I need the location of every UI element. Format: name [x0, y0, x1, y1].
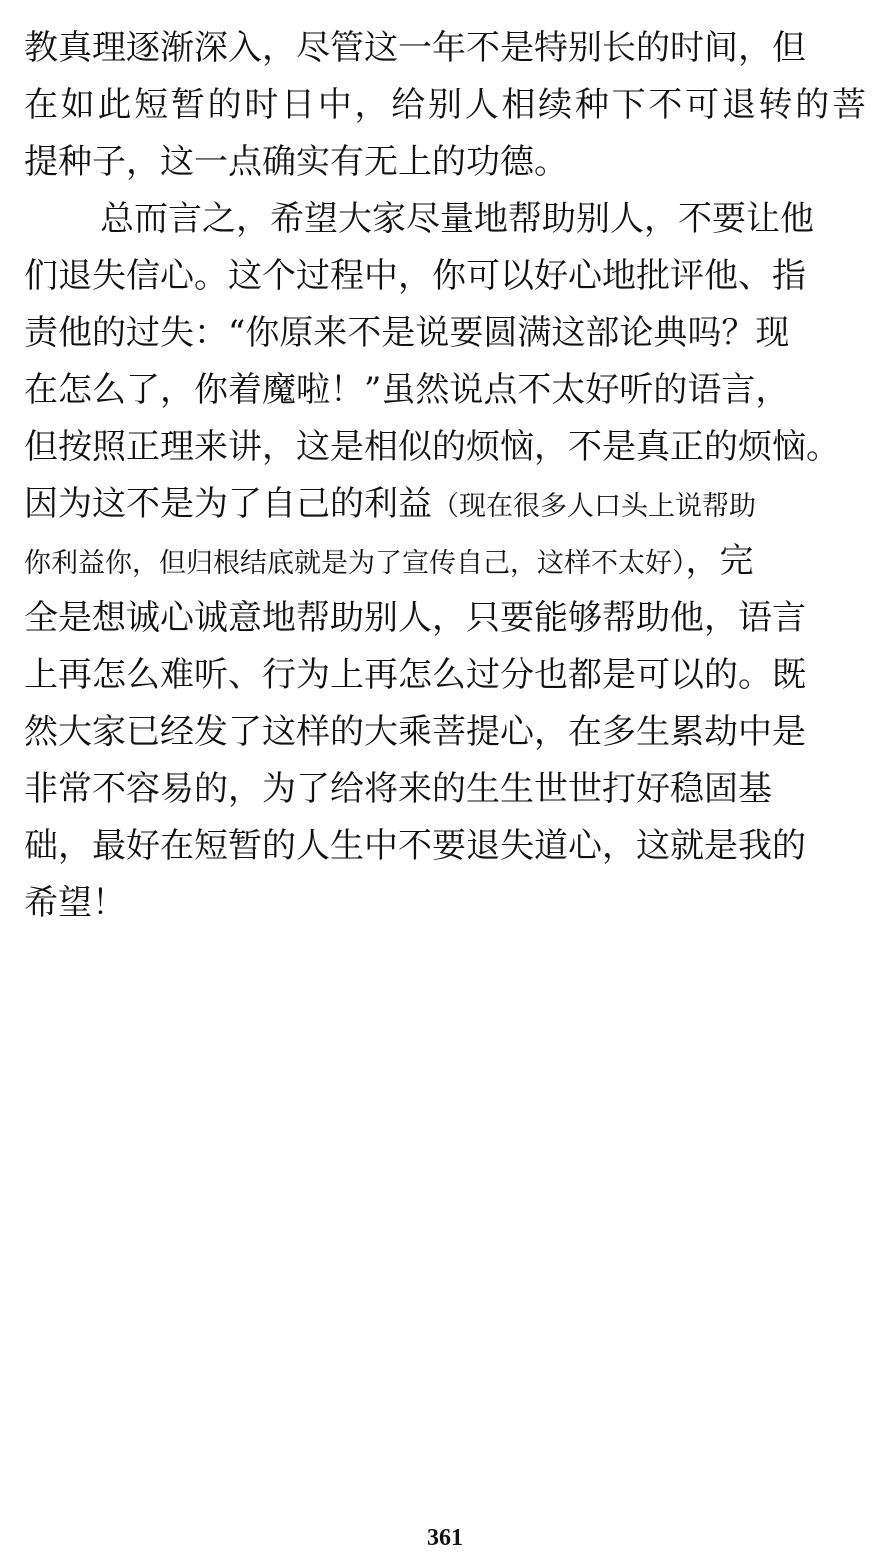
main-text: 因为这不是为了自己的利益 — [24, 484, 432, 524]
text-line-with-note — [24, 476, 866, 533]
text-line: 上再怎么难听、行为上再怎么过分也都是可以的。既 — [24, 655, 806, 695]
inline-note: 你利益你，但归根结底就是为了宣传自己，这样不太好） — [24, 548, 686, 579]
main-text: ，完 — [685, 541, 754, 581]
text-line: 们退失信心。这个过程中，你可以好心地批评他、指 — [24, 256, 806, 296]
body-text — [24, 20, 866, 932]
inline-note: （现在很多人口头上说帮助 — [432, 491, 756, 522]
text-line: 责他的过失：“你原来不是说要圆满这部论典吗？现 — [24, 313, 790, 353]
text-line: 提种子，这一点确实有无上的功德。 — [24, 142, 568, 182]
text-line: 然大家已经发了这样的大乘菩提心，在多生累劫中是 — [24, 712, 806, 752]
text-line: 在如此短暂的时日中，给别人相续种下不可退转的菩 — [24, 85, 866, 125]
text-line: 全是想诚心诚意地帮助别人，只要能够帮助他，语言 — [24, 598, 806, 638]
text-line: 础，最好在短暂的人生中不要退失道心，这就是我的 — [24, 826, 806, 866]
text-line: 但按照正理来讲，这是相似的烦恼，不是真正的烦恼。 — [24, 427, 840, 467]
text-line: 在怎么了，你着魔啦！”虽然说点不太好听的语言， — [24, 370, 790, 410]
text-line: 教真理逐渐深入，尽管这一年不是特别长的时间，但 — [24, 28, 806, 68]
text-line-with-note — [24, 533, 866, 590]
text-line: 希望！ — [24, 883, 126, 923]
paragraph-start-line: 总而言之，希望大家尽量地帮助别人，不要让他 — [100, 199, 814, 239]
text-line: 非常不容易的，为了给将来的生生世世打好稳固基 — [24, 769, 772, 809]
page-number: 361 — [427, 1525, 463, 1551]
